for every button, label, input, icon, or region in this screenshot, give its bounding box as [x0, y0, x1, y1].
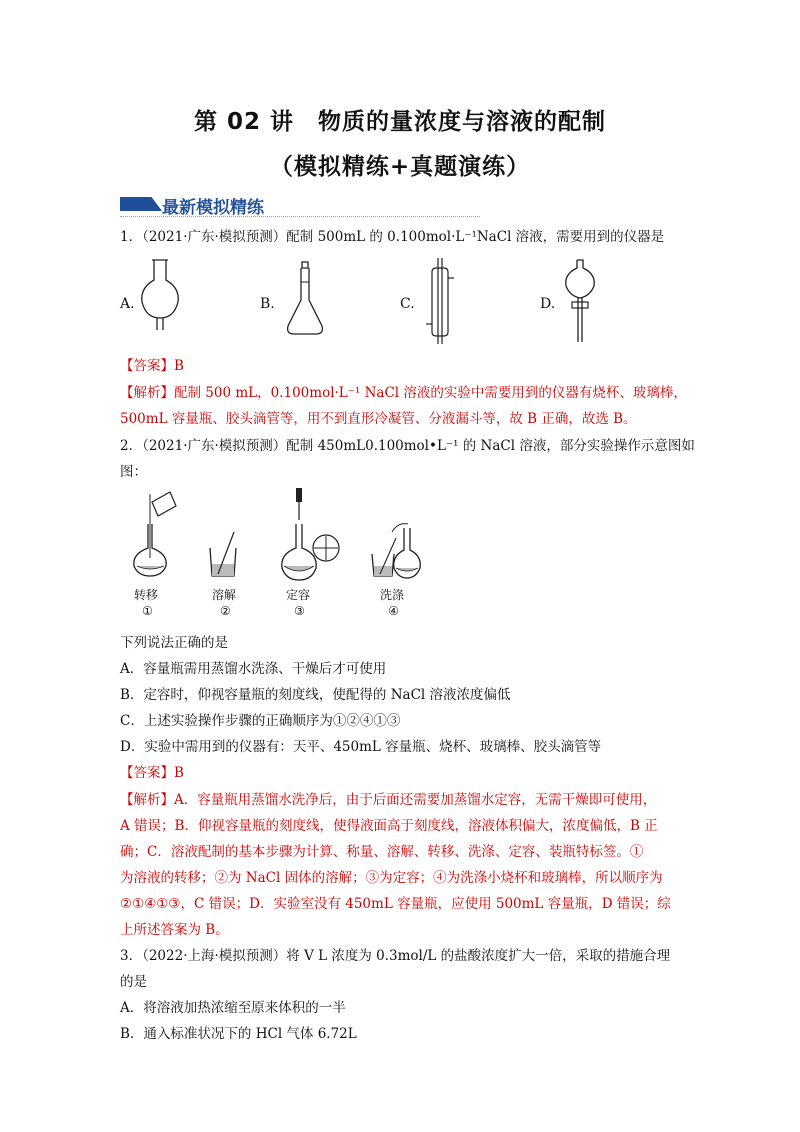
dissolve-beaker-icon [210, 532, 236, 576]
q2-answer: 【答案】B [120, 765, 184, 781]
step-label-constant-volume: 定容 [286, 588, 311, 602]
q2-analysis-line-1: 【解析】A．容量瓶用蒸馏水洗净后，由于后面还需要加蒸馏水定容，无需干燥即可使用， [120, 792, 657, 808]
q1-option-c: C. [400, 296, 415, 312]
q3-stem-line-2: 的是 [120, 974, 147, 990]
washing-apparatus-icon [372, 524, 420, 578]
q2-stem-line-2: 图： [120, 464, 147, 480]
q2-analysis-line-3: 确；C．溶液配制的基本步骤为计算、称量、溶解、转移、洗涤、定容、装瓶特标签。① [120, 844, 644, 860]
section-header [120, 194, 480, 217]
step-label-transfer: 转移 [134, 588, 159, 602]
q1-option-d: D. [540, 296, 556, 312]
section-label: 最新模拟精练 [162, 198, 264, 218]
step-label-washing: 洗涤 [380, 588, 405, 602]
condenser-icon [420, 258, 460, 348]
step-number-4: ④ [388, 604, 399, 618]
round-bottom-flask-icon [138, 258, 188, 338]
q1-analysis-line-2: 500mL 容量瓶、胶头滴管等，用不到直形冷凝管、分液漏斗等，故 B 正确，故选 B。 [120, 411, 637, 427]
step-number-2: ② [220, 604, 231, 618]
page-title: 第 02 讲 物质的量浓度与溶液的配制 [193, 109, 607, 135]
q1-option-a: A. [120, 296, 135, 312]
constant-volume-flask-icon [282, 488, 339, 580]
q2-stem-line-1: 2．（2021·广东·模拟预测）配制 450mL0.100mol•L⁻¹ 的 NaCl 溶液，部分实验操作示意图如 [120, 438, 695, 454]
q2-analysis-line-6: 上所述答案为 B。 [120, 922, 229, 938]
q2-analysis-line-5: ②①④①③，C 错误；D．实验室没有 450mL 容量瓶，应使用 500mL 容量瓶，D 错误；综 [120, 896, 671, 912]
q1-option-b: B. [260, 296, 275, 312]
q2-option-d: D．实验中需用到的仪器有：天平、450mL 容量瓶、烧杯、玻璃棒、胶头滴管等 [120, 739, 602, 755]
q3-option-a: A．将溶液加热浓缩至原来体积的一半 [120, 1000, 346, 1016]
q1-stem: 1．（2021·广东·模拟预测）配制 500mL 的 0.100mol·L⁻¹NaCl 溶液，需要用到的仪器是 [120, 229, 665, 245]
operation-diagram [130, 488, 450, 598]
step-label-dissolve: 溶解 [212, 588, 237, 602]
q2-option-a: A．容量瓶需用蒸馏水洗涤、干燥后才可使用 [120, 661, 387, 677]
q2-analysis-line-2: A 错误；B．仰视容量瓶的刻度线，使得液面高于刻度线，溶液体积偏大，浓度偏低，B 正 [120, 818, 658, 834]
transfer-flask-icon [134, 492, 176, 576]
q3-option-b: B．通入标准状况下的 HCl 气体 6.72L [120, 1026, 357, 1042]
section-marker-icon [120, 197, 162, 211]
q2-analysis-line-4: 为溶液的转移；②为 NaCl 固体的溶解；③为定容；④为洗涤小烧杯和玻璃棒，所以顺序为 [120, 870, 663, 886]
step-number-1: ① [142, 604, 153, 618]
volumetric-flask-icon [284, 262, 334, 342]
q2-option-c: C．上述实验操作步骤的正确顺序为①②④①③ [120, 713, 401, 729]
q2-option-b: B．定容时，仰视容量瓶的刻度线，使配得的 NaCl 溶液浓度偏低 [120, 687, 511, 703]
q1-answer: 【答案】B [120, 358, 184, 374]
step-number-3: ③ [294, 604, 305, 618]
q2-prompt: 下列说法正确的是 [120, 635, 228, 651]
q1-analysis-line-1: 【解析】配制 500 mL，0.100mol·L⁻¹ NaCl 溶液的实验中需要用到的仪器有烧杯、玻璃棒， [120, 385, 687, 401]
q3-stem-line-1: 3．（2022·上海·模拟预测）将 V L 浓度为 0.3mol/L 的盐酸浓度扩大一倍，采取的措施合理 [120, 948, 671, 964]
page-subtitle: （模拟精练+真题演练） [269, 154, 531, 180]
separatory-funnel-icon [560, 258, 600, 348]
